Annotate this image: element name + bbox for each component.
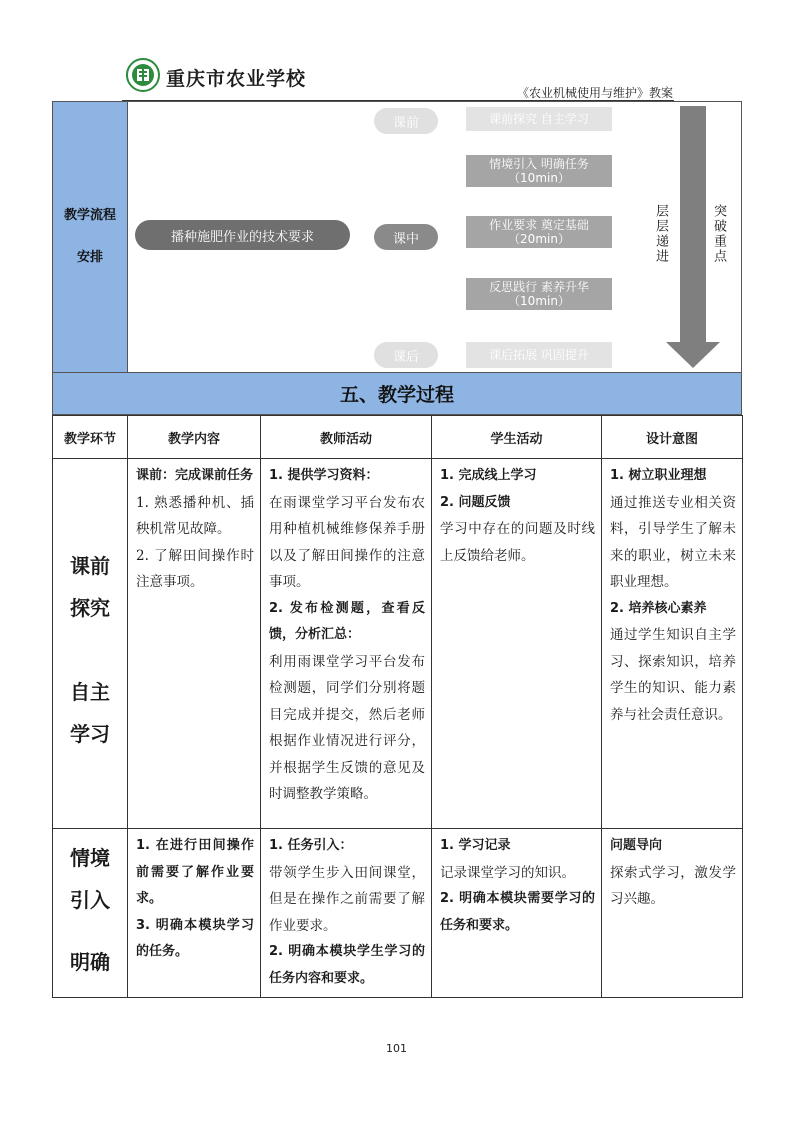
content-cell [128,829,261,998]
teacher-heading: 1. 任务引入： [269,838,353,853]
flow-step-5-text: 课后拓展 巩固提升 [489,348,589,362]
intent-text: 通过推送专业相关资料，引导学生了解未来的职业，树立未来职业理想。 [610,494,736,590]
teacher-text: 带领学生步入田间课堂，但是在操作之前需要了解作业要求。 [269,864,425,934]
flow-label-line2: 安排 [76,250,103,265]
flow-step-2-text: 情境引入 明确任务 [489,157,589,171]
content-item: 1. 熟悉播种机、插秧机常见故障。 [136,494,254,537]
teacher-cell [261,459,432,829]
intent-text: 探索式学习，激发学习兴趣。 [610,864,736,907]
teacher-heading: 2. 明确本模块学生学习的任务内容和要求。 [269,944,425,986]
col-header-stage: 教学环节 [53,416,128,459]
intent-heading: 1. 树立职业理想 [610,468,707,483]
stage-text: 课前 [70,554,110,578]
intent-cell [602,829,743,998]
flow-step-4 [466,278,612,310]
flow-step-1-text: 课前探究 自主学习 [489,112,589,126]
col-header-student: 学生活动 [432,416,602,459]
flow-step-4-text: 反思践行 素养升华 [489,280,589,294]
stage-text: 引入 [70,888,110,912]
teacher-text: 在雨课堂学习平台发布农用种植机械维修保养手册以及了解田间操作的注意事项。 [269,494,425,590]
content-item: 1. 在进行田间操作前需要了解作业要求。 [136,838,254,906]
flow-step-2 [466,155,612,187]
student-text: 记录课堂学习的知识。 [440,864,575,881]
flow-label-line1: 教学流程 [63,208,116,223]
teaching-process-table [52,415,743,998]
student-heading: 2. 明确本模块需要学习的任务和要求。 [440,891,595,933]
intent-heading: 2. 培养核心素养 [610,600,707,616]
stage-cell-pre [53,459,128,829]
process-section-title: 五、教学过程 [52,373,742,415]
student-cell [432,829,602,998]
intent-cell [602,459,743,829]
progress-label: 层层递进 [653,204,668,264]
student-heading: 2. 问题反馈 [440,494,511,510]
col-header-intent: 设计意图 [602,416,743,459]
stage-cell-intro [53,829,128,998]
content-cell [128,459,261,829]
stage-text: 明确 [70,950,110,974]
flow-step-3-time: （20min） [508,232,570,246]
col-header-teacher: 教师活动 [261,416,432,459]
stage-pill-post: 课后 [374,342,438,368]
flow-step-2-time: （10min） [508,171,570,185]
page-number: 101 [386,1042,407,1055]
teacher-cell [261,829,432,998]
teacher-text: 利用雨课堂学习平台发布检测题，同学们分别将题目完成并提交，然后老师根据作业情况进行评分，并根据学生反馈的意见及时调整教学策略。 [269,653,425,802]
school-logo [126,58,160,92]
table-row [53,829,743,998]
intent-text: 通过学生知识自主学习、探索知识，培养学生的知识、能力素养与社会责任意识。 [610,627,736,723]
table-header-row [53,416,743,459]
teacher-heading: 2. 发布检测题，查看反馈，分析汇总： [269,600,425,642]
stage-text: 探究 [70,596,110,620]
down-arrow-icon [664,106,722,370]
stage-pill-mid: 课中 [374,224,438,250]
student-heading: 1. 完成线上学习 [440,468,537,483]
document-title: 《农业机械使用与维护》教案 [516,86,673,100]
content-item: 3. 明确本模块学习的任务。 [136,917,254,959]
content-heading: 课前：完成课前任务 [136,468,254,483]
student-cell [432,459,602,829]
flow-step-3-text: 作业要求 奠定基础 [489,218,589,232]
flow-label-cell [53,102,128,372]
stage-text: 情境 [70,846,110,870]
stage-pill-pre: 课前 [374,108,438,134]
teacher-heading: 1. 提供学习资料： [269,468,379,483]
student-heading: 1. 学习记录 [440,838,511,853]
stage-text: 学习 [70,722,110,746]
content-item: 2. 了解田间操作时注意事项。 [136,547,254,590]
student-text: 学习中存在的问题及时线上反馈给老师。 [440,521,595,564]
stage-text: 自主 [70,680,110,704]
breakthrough-label: 突破重点 [711,204,726,264]
flow-step-5 [466,342,612,368]
topic-pill: 播种施肥作业的技术要求 [135,220,350,250]
school-name: 重庆市农业学校 [166,68,307,90]
col-header-content: 教学内容 [128,416,261,459]
flow-step-3 [466,216,612,248]
flow-step-4-time: （10min） [508,294,570,308]
intent-heading: 问题导向 [610,838,663,853]
table-row [53,459,743,829]
flow-step-1 [466,107,612,131]
